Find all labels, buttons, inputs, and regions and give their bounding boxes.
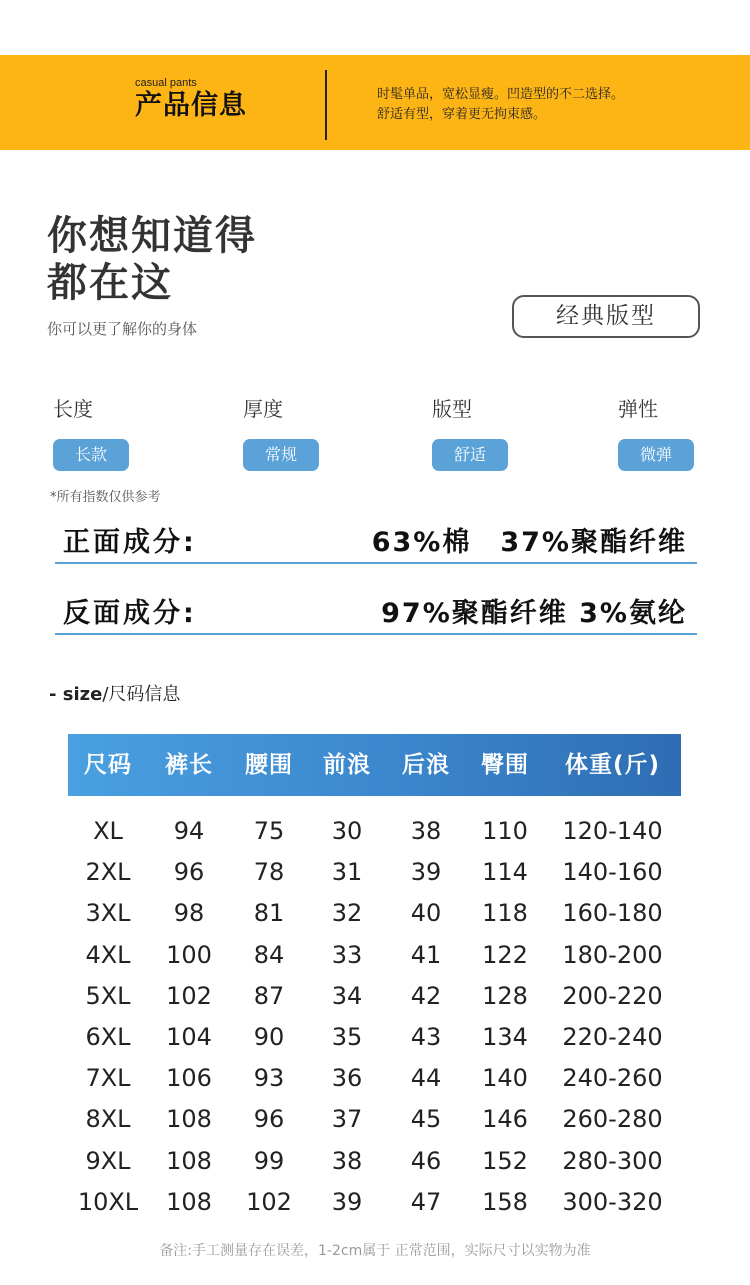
cell-back-rise: 45 xyxy=(410,1105,442,1134)
cell-hip: 122 xyxy=(482,940,528,969)
attribute-chip: 微弹 xyxy=(618,439,694,471)
cell-hip: 118 xyxy=(482,899,528,928)
cell-back-rise: 39 xyxy=(410,858,442,887)
fabric-front-row xyxy=(55,516,697,564)
cell-back-rise: 38 xyxy=(410,817,442,845)
attribute-label: 厚度 xyxy=(243,397,283,421)
cell-waist: 93 xyxy=(253,1064,285,1093)
cell-weight: 140-160 xyxy=(562,858,663,887)
cell-length: 108 xyxy=(166,1105,212,1134)
cell-front-rise: 39 xyxy=(331,1187,363,1216)
index-note: *所有指数仅供参考 xyxy=(50,490,161,505)
banner-title-block xyxy=(135,77,247,123)
cell-back-rise: 41 xyxy=(410,940,442,969)
attribute-chip: 长款 xyxy=(53,439,129,471)
fabric-back-label: 反面成分: xyxy=(63,598,197,629)
cell-weight: 200-220 xyxy=(562,981,663,1010)
cell-size: 4XL xyxy=(85,940,131,969)
cell-size: 2XL xyxy=(85,858,131,887)
fabric-front-label: 正面成分: xyxy=(63,527,197,558)
cell-waist: 99 xyxy=(253,1146,285,1175)
cell-front-rise: 33 xyxy=(331,940,363,969)
cell-length: 98 xyxy=(173,899,205,928)
table-row xyxy=(68,1141,681,1181)
header-weight: 体重(斤) xyxy=(564,752,661,778)
attribute-label: 版型 xyxy=(432,397,472,421)
attribute-thickness xyxy=(243,395,353,471)
cell-front-rise: 31 xyxy=(331,858,363,887)
header-back-rise: 后浪 xyxy=(402,752,450,778)
fit-badge: 经典版型 xyxy=(512,295,700,338)
cell-length: 102 xyxy=(166,981,212,1010)
cell-weight: 260-280 xyxy=(562,1105,663,1134)
cell-waist: 90 xyxy=(253,1023,285,1051)
cell-size: XL xyxy=(93,817,123,845)
cell-length: 108 xyxy=(166,1146,212,1175)
cell-length: 100 xyxy=(166,940,212,969)
attribute-length xyxy=(53,395,163,471)
cell-waist: 96 xyxy=(253,1105,285,1134)
banner-title: 产品信息 xyxy=(135,90,247,121)
cell-front-rise: 34 xyxy=(331,981,363,1010)
attribute-chip: 常规 xyxy=(243,439,319,471)
banner-description-line-1: 时髦单品，宽松显瘦。凹造型的不二选择。 xyxy=(377,87,625,102)
cell-weight: 220-240 xyxy=(562,1023,663,1051)
size-title-en: size xyxy=(62,684,103,705)
cell-length: 94 xyxy=(173,817,205,845)
cell-weight: 160-180 xyxy=(562,899,663,928)
attribute-label: 长度 xyxy=(53,397,93,421)
sub-headline: 你可以更了解你的身体 xyxy=(47,320,198,338)
cell-waist: 81 xyxy=(253,899,285,928)
cell-size: 7XL xyxy=(85,1064,131,1093)
cell-hip: 158 xyxy=(482,1187,528,1216)
cell-back-rise: 44 xyxy=(410,1064,442,1093)
cell-front-rise: 37 xyxy=(331,1105,363,1134)
cell-weight: 240-260 xyxy=(562,1064,663,1093)
cell-hip: 140 xyxy=(482,1064,528,1093)
cell-size: 10XL xyxy=(77,1187,139,1216)
headline-line-1: 你想知道得 xyxy=(47,213,257,259)
cell-size: 5XL xyxy=(85,981,131,1010)
fabric-front-value: 63%棉 37%聚酯纤维 xyxy=(371,527,687,558)
cell-hip: 134 xyxy=(482,1023,528,1051)
size-table-header xyxy=(68,734,681,796)
table-row xyxy=(68,976,681,1016)
cell-hip: 128 xyxy=(482,981,528,1010)
banner-subtitle: casual pants xyxy=(135,77,197,89)
attribute-chip: 舒适 xyxy=(432,439,508,471)
cell-size: 6XL xyxy=(85,1023,131,1051)
cell-waist: 78 xyxy=(253,858,285,887)
cell-weight: 280-300 xyxy=(562,1146,663,1175)
cell-size: 8XL xyxy=(85,1105,131,1134)
fabric-back-value: 97%聚酯纤维 3%氨纶 xyxy=(381,598,687,629)
cell-front-rise: 35 xyxy=(331,1023,363,1051)
cell-waist: 102 xyxy=(246,1187,292,1216)
cell-back-rise: 46 xyxy=(410,1146,442,1175)
table-row xyxy=(68,1058,681,1098)
banner-divider xyxy=(325,70,327,140)
headline xyxy=(47,213,257,307)
cell-back-rise: 43 xyxy=(410,1023,442,1051)
fabric-back-row xyxy=(55,587,697,635)
footnote: 备注:手工测量存在误差，1-2cm属于 正常范围，实际尺寸以实物为准 xyxy=(159,1243,591,1259)
cell-back-rise: 40 xyxy=(410,899,442,928)
table-row xyxy=(68,1017,681,1057)
cell-waist: 84 xyxy=(253,940,285,969)
cell-front-rise: 32 xyxy=(331,899,363,928)
size-title-cn: /尺码信息 xyxy=(102,684,181,705)
attribute-elasticity xyxy=(618,395,728,471)
banner-description-line-2: 舒适有型，穿着更无拘束感。 xyxy=(377,107,547,122)
cell-waist: 75 xyxy=(253,817,285,845)
table-row xyxy=(68,852,681,892)
attribute-fit xyxy=(432,395,542,471)
cell-hip: 146 xyxy=(482,1105,528,1134)
cell-front-rise: 36 xyxy=(331,1064,363,1093)
cell-size: 3XL xyxy=(85,899,131,928)
cell-hip: 110 xyxy=(482,817,528,845)
cell-weight: 180-200 xyxy=(562,940,663,969)
table-row xyxy=(68,1182,681,1222)
table-row xyxy=(68,893,681,933)
cell-length: 104 xyxy=(166,1023,212,1051)
cell-hip: 114 xyxy=(482,858,528,887)
banner-description xyxy=(377,85,624,125)
header-waist: 腰围 xyxy=(245,752,293,778)
size-title-prefix: - xyxy=(49,684,63,705)
cell-size: 9XL xyxy=(85,1146,131,1175)
cell-back-rise: 47 xyxy=(410,1187,442,1216)
size-section-title xyxy=(49,680,180,706)
header-hip: 臀围 xyxy=(481,752,529,778)
cell-front-rise: 30 xyxy=(331,817,363,845)
cell-back-rise: 42 xyxy=(410,981,442,1010)
cell-weight: 300-320 xyxy=(562,1187,663,1216)
cell-waist: 87 xyxy=(253,981,285,1010)
table-row xyxy=(68,935,681,975)
header-front-rise: 前浪 xyxy=(323,752,371,778)
cell-front-rise: 38 xyxy=(331,1146,363,1175)
header-size: 尺码 xyxy=(84,752,132,778)
cell-length: 108 xyxy=(166,1187,212,1216)
cell-hip: 152 xyxy=(482,1146,528,1175)
table-row xyxy=(68,1099,681,1139)
cell-length: 106 xyxy=(166,1064,212,1093)
cell-weight: 120-140 xyxy=(562,817,663,845)
headline-line-2: 都在这 xyxy=(47,260,173,306)
product-info-banner xyxy=(0,55,750,150)
cell-length: 96 xyxy=(173,858,205,887)
attribute-label: 弹性 xyxy=(618,397,658,421)
table-row xyxy=(68,811,681,851)
header-length: 裤长 xyxy=(165,752,213,778)
